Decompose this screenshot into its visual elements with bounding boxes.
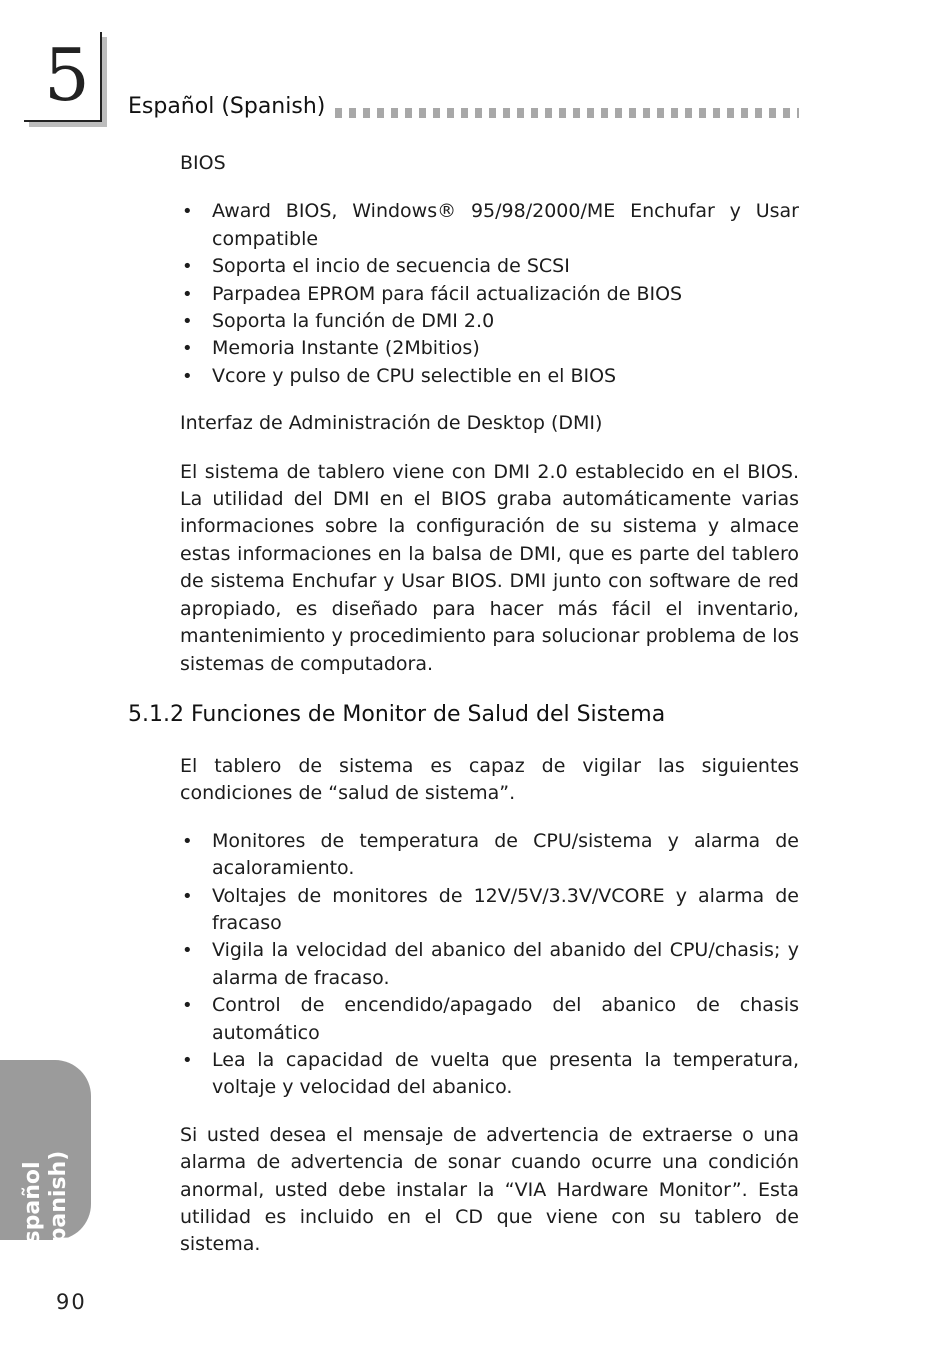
list-item: • Soporta la función de DMI 2.0: [180, 308, 799, 335]
side-tab-label: [20, 1151, 72, 1270]
language-side-tab: [0, 1060, 91, 1270]
list-item: • Memoria Instante (2Mbitios): [180, 335, 799, 362]
dmi-heading: Interfaz de Administración de Desktop (DMI): [180, 412, 603, 435]
list-item: • Monitores de temperatura de CPU/sistema y alarma de acaloramiento.: [180, 828, 799, 883]
bios-feature-list: [180, 198, 799, 390]
side-tab-line-2: (Spanish): [46, 1150, 71, 1270]
section-intro: El tablero de sistema es capaz de vigilar las siguientes condiciones de “salud de sistema”.: [180, 754, 799, 805]
dmi-paragraph: El sistema de tablero viene con DMI 2.0 establecido en el BIOS. La utilidad del DMI en el BIOS graba automáticamente varias informaciones sobre la configuración de su sistema y almace estas informaciones en la balsa de DMI, que es parte del tablero de sistema Enchufar y Usar BIOS. DMI junto con software de red apropiado, es diseñado para hacer más fácil el inventario, mantenimiento y procedimiento para solucionar problema de los sistemas de computadora.: [180, 460, 799, 675]
list-item: • Parpadea EPROM para fácil actualización de BIOS: [180, 281, 799, 308]
side-tab-line-1: Español: [20, 1161, 45, 1259]
chapter-title: Español (Spanish): [128, 94, 326, 119]
list-item: • Soporta el incio de secuencia de SCSI: [180, 253, 799, 280]
list-item: • Vcore y pulso de CPU selectible en el BIOS: [180, 363, 799, 390]
list-item: • Voltajes de monitores de 12V/5V/3.3V/VCORE y alarma de fracaso: [180, 883, 799, 938]
closing-paragraph: Si usted desea el mensaje de advertencia de extraerse o una alarma de advertencia de sonar cuando ocurre una condición anormal, usted debe instalar la “VIA Hardware Monitor”. Esta utilidad es incluido en el CD que viene con su tablero de sistema.: [180, 1123, 799, 1256]
chapter-number: 5: [44, 33, 90, 117]
page-content: [128, 150, 799, 1279]
section-heading: 5.1.2 Funciones de Monitor de Salud del Sistema: [128, 701, 666, 727]
health-monitor-list: [180, 828, 799, 1102]
header-dotted-rule: [335, 108, 799, 118]
page-number: 90: [56, 1290, 87, 1314]
list-item: • Vigila la velocidad del abanico del abanido del CPU/chasis; y alarma de fracaso.: [180, 937, 799, 992]
bios-heading: BIOS: [180, 152, 226, 174]
list-item: • Control de encendido/apagado del abanico de chasis automático: [180, 992, 799, 1047]
list-item: • Lea la capacidad de vuelta que presenta la temperatura, voltaje y velocidad del abanico.: [180, 1047, 799, 1102]
list-item: • Award BIOS, Windows® 95/98/2000/ME Enchufar y Usar compatible: [180, 198, 799, 253]
